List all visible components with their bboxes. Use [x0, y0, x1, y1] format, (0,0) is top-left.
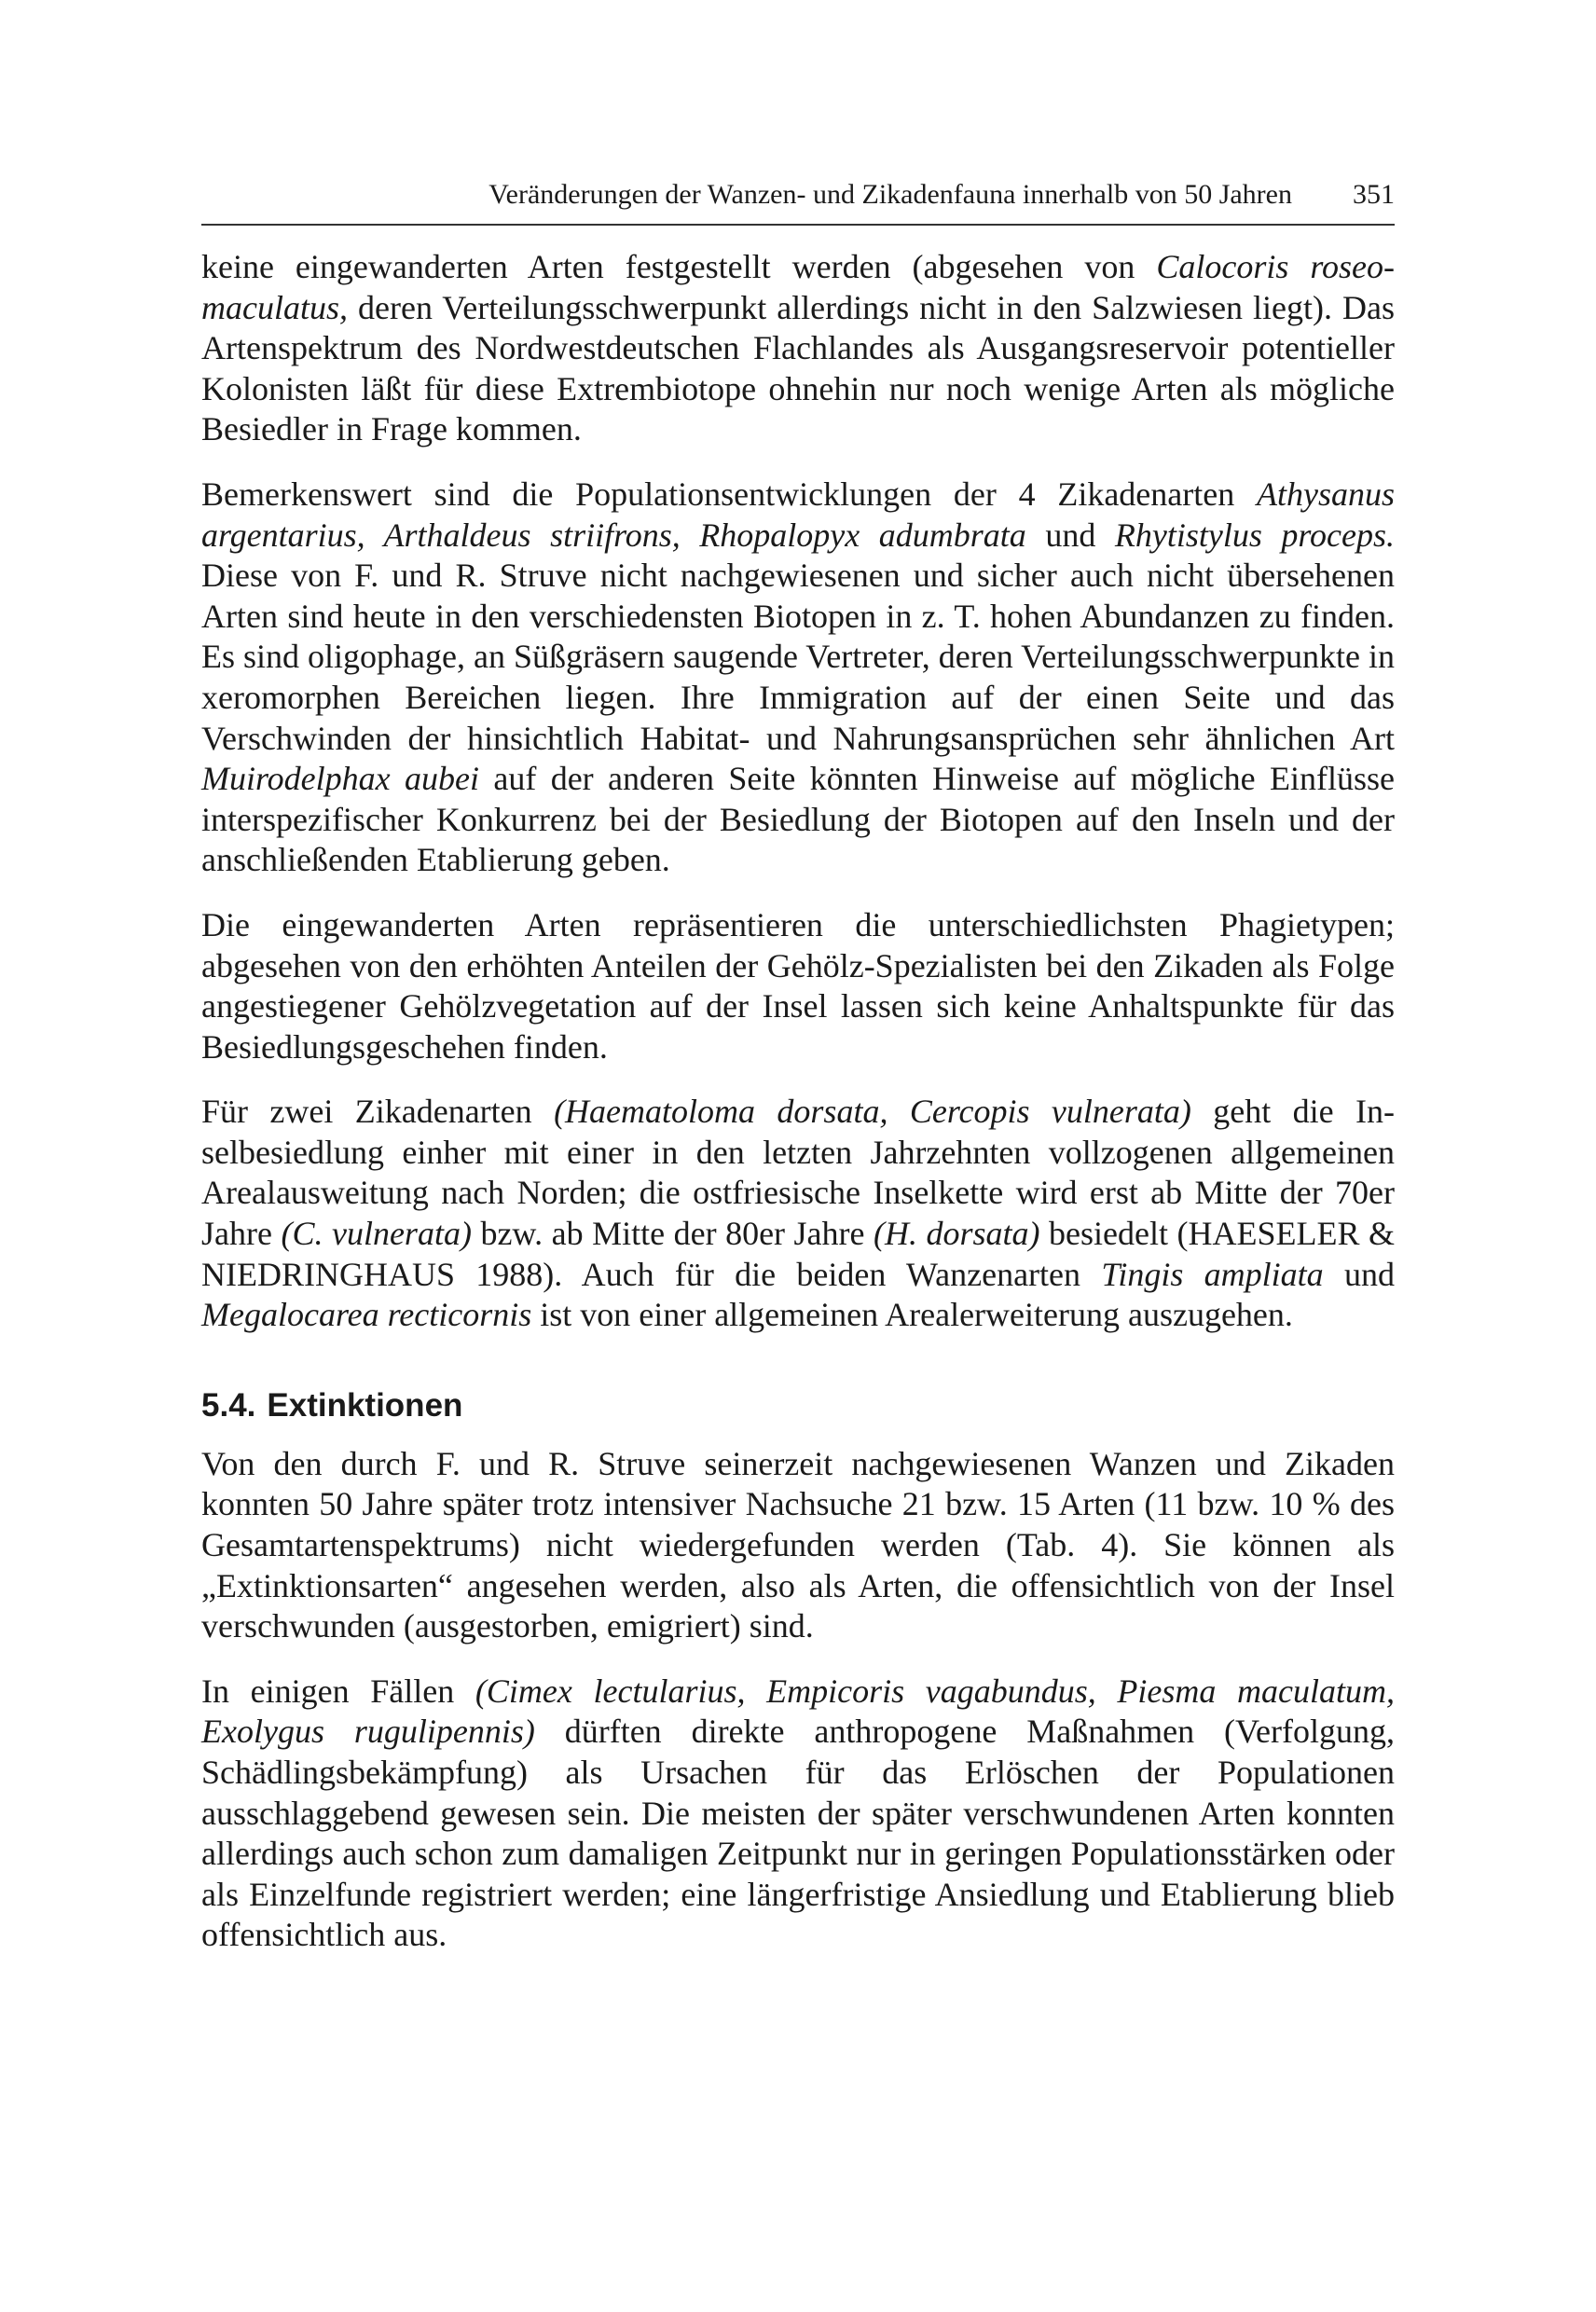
species-name: (H. dorsata) [874, 1215, 1040, 1253]
section-heading [201, 1384, 1395, 1427]
text-run: ist von einer allgemeinen Arealerweiterung auszugehen. [531, 1296, 1293, 1334]
species-name: (Haematoloma dorsata, Cercopis vulnerata) [554, 1093, 1191, 1131]
section-number: 5.4. [201, 1386, 256, 1424]
species-name: Rhytistylus proceps. [1114, 516, 1396, 554]
text-run: geht die Inselbesiedlung einher mit einer in den letzten Jahrzehnten vollzogenen allgemeinen Arealausweitung nach Norden; die ostfriesische Inselkette wird erst ab Mitte der 70er Jahre [201, 1093, 1395, 1253]
species-name: Megalocarea recticornis [201, 1296, 532, 1334]
text-run: In einigen Fällen [201, 1672, 475, 1710]
text-run: Für zwei Zikadenarten [201, 1093, 555, 1131]
text-run: und [1323, 1255, 1395, 1293]
text-run: bzw. ab Mitte der 80er Jahre [471, 1215, 874, 1253]
body-text [201, 247, 1395, 1980]
running-title: Veränderungen der Wanzen- und Zikadenfauna innerhalb von 50 Jahren [488, 179, 1292, 210]
text-run: besiedelt (HAESELER & NIEDRINGHAUS 1988). Auch für die beiden Wanzenarten [201, 1215, 1395, 1293]
page-number: 351 [1353, 179, 1395, 210]
paragraph-2 [201, 475, 1395, 881]
species-name: Athysanus argentarius, Arthaldeus striifrons, Rhopalopyx adumbrata [201, 475, 1395, 554]
text-run: dürften direkte anthropogene Maßnahmen (Verfolgung, Schädlingsbekämpfung) als Ursachen für das Erlöschen der Populationen ausschlaggebend gewesen sein. Die meisten der später verschwundenen Arten konnten allerdings auch schon zum damaligen Zeitpunkt nur in geringen Populationsstärken oder als Einzelfunde registriert werden; eine längerfristige Ansiedlung und Etablierung blieb offensichtlich aus. [201, 1713, 1396, 1954]
species-name: Calocoris roseomaculatus, [201, 248, 1395, 326]
paragraph-3 [201, 905, 1395, 1067]
paragraph-4 [201, 1092, 1395, 1336]
text-run: deren Verteilungsschwerpunkt allerdings nicht in den Salzwiesen liegt). Das Artenspektrum des Nordwestdeutschen Flachlandes als Ausgangsreservoir potentieller Kolonisten läßt für diese Extrembiotope ohnehin nur noch wenige Arten als mögliche Besiedler in Frage kommen. [201, 288, 1395, 448]
text-run: keine eingewanderten Arten festgestellt werden (abgesehen von [201, 248, 1157, 285]
paragraph-1 [201, 247, 1395, 450]
species-name: Tingis ampliata [1101, 1255, 1324, 1293]
species-name: (C. vulnerata) [281, 1215, 472, 1253]
section-title: Extinktionen [267, 1386, 463, 1424]
running-header [201, 173, 1395, 216]
text-run: Diese von F. und R. Struve nicht nachgewiesenen und sicher auch nicht übersehenen Arten sind heute in den verschiedensten Biotopen in z. T. hohen Abundanzen zu finden. Es sind oligophage, an Süßgräsern saugende Vertreter, deren Verteilungsschwerpunkte in xeromorphen Bereichen liegen. Ihre Immigration auf der einen Seite und das Verschwinden der hinsichtlich Habitat- und Nahrungsansprüchen sehr ähnlichen Art [201, 557, 1395, 757]
paragraph-6 [201, 1672, 1395, 1956]
species-name: Muirodelphax aubei [201, 760, 479, 798]
text-run: auf der anderen Seite könnten Hinweise auf mögliche Einflüsse interspezifischer Konkurrenz bei der Besiedlung der Biotopen auf den Inseln und der anschließenden Etablierung geben. [201, 760, 1396, 879]
text-run: Bemerkenswert sind die Populationsentwicklungen der 4 Zikadenarten [201, 475, 1257, 513]
text-run: Die eingewanderten Arten repräsentieren die unterschiedlichsten Phagietypen; abgesehen von den erhöhten Anteilen der Gehölz-Spezialisten bei den Zikaden als Folge angestiegener Gehölzvegetation auf der Insel lassen sich keine Anhaltspunkte für das Besiedlungsgeschehen finden. [201, 905, 1395, 1066]
header-rule [201, 224, 1395, 226]
text-run: und [1025, 516, 1115, 554]
species-name: (Cimex lectularius, Empicoris vagabundus, Piesma maculatum, Exolygus rugulipennis) [201, 1672, 1395, 1751]
paragraph-5 [201, 1444, 1395, 1647]
text-run: Von den durch F. und R. Struve seinerzeit nachgewiesenen Wanzen und Zikaden konnten 50 Jahre später trotz intensiver Nachsuche 21 bzw. 15 Arten (11 bzw. 10 % des Gesamtartenspektrums) nicht wiedergefunden werden (Tab. 4). Sie können als „Extinktionsarten“ angesehen werden, also als Arten, die offensichtlich von der Insel verschwunden (ausgestorben, emigriert) sind. [201, 1444, 1395, 1645]
